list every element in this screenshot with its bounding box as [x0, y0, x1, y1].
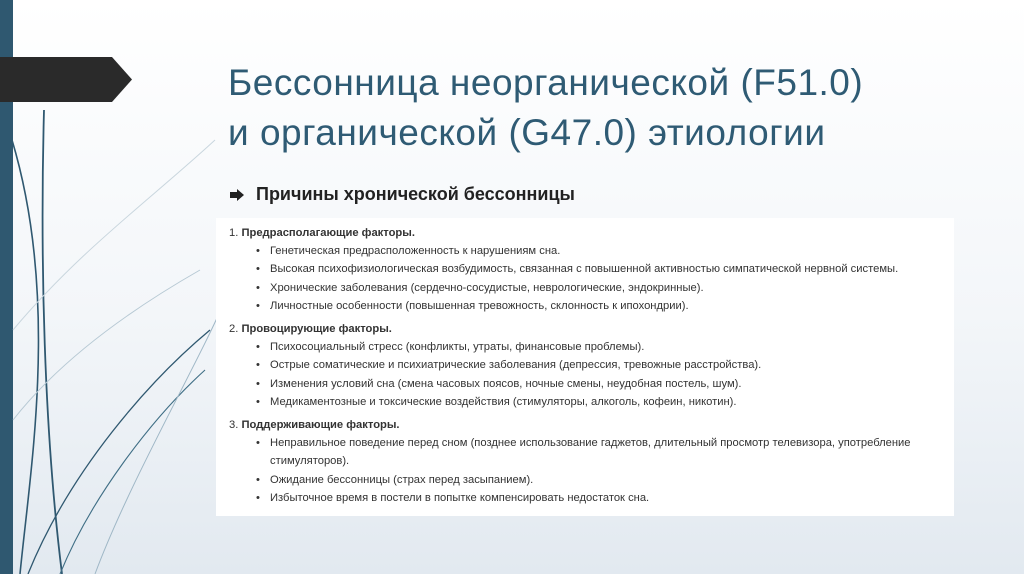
title-line-2: и органической (G47.0) этиологии: [228, 112, 826, 153]
list-item: • Личностные особенности (повышенная тревожность, склонность к ипохондрии).: [256, 297, 944, 315]
list-item: • Ожидание бессонницы (страх перед засыпанием).: [256, 471, 944, 489]
section-heading: [229, 416, 944, 434]
arrow-right-bullet-icon: [230, 189, 244, 201]
bullet-heading-text: Причины хронической бессонницы: [256, 184, 575, 204]
section-provoking: [229, 320, 944, 411]
arrow-tab-shape: [0, 57, 132, 102]
list-item: • Психосоциальный стресс (конфликты, утраты, финансовые проблемы).: [256, 338, 944, 356]
list-item: • Хронические заболевания (сердечно-сосудистые, неврологические, эндокринные).: [256, 279, 944, 297]
slide-title: [228, 58, 988, 158]
section-number: 3.: [229, 419, 239, 432]
section-items: [229, 242, 944, 315]
list-item: • Генетическая предрасположенность к нарушениям сна.: [256, 242, 944, 260]
list-item: • Изменения условий сна (смена часовых поясов, ночные смены, неудобная постель, шум).: [256, 375, 944, 393]
section-number: 2.: [229, 323, 239, 336]
section-title: Предрасполагающие факторы.: [241, 227, 415, 239]
causes-content-box: [216, 218, 954, 516]
section-maintaining: [229, 416, 944, 507]
section-heading: [229, 320, 944, 338]
title-line-1: Бессонница неорганической (F51.0): [228, 62, 864, 103]
list-item: • Неправильное поведение перед сном (позднее использование гаджетов, длительный просмотр телевизора, употребление стимуляторов).: [256, 434, 944, 470]
section-items: [229, 434, 944, 507]
section-number: 1.: [229, 227, 239, 239]
section-heading: [229, 224, 944, 242]
bullet-heading-row: [230, 184, 575, 205]
list-item: • Избыточное время в постели в попытке компенсировать недостаток сна.: [256, 489, 944, 507]
section-items: [229, 338, 944, 411]
section-predisposing: [229, 224, 944, 315]
list-item: • Медикаментозные и токсические воздействия (стимуляторы, алкоголь, кофеин, никотин).: [256, 393, 944, 411]
list-item: • Высокая психофизиологическая возбудимость, связанная с повышенной активностью симпатической нервной системы.: [256, 260, 944, 278]
list-item: • Острые соматические и психиатрические заболевания (депрессия, тревожные расстройства).: [256, 356, 944, 374]
section-title: Поддерживающие факторы.: [241, 419, 400, 432]
section-title: Провоцирующие факторы.: [241, 323, 392, 336]
